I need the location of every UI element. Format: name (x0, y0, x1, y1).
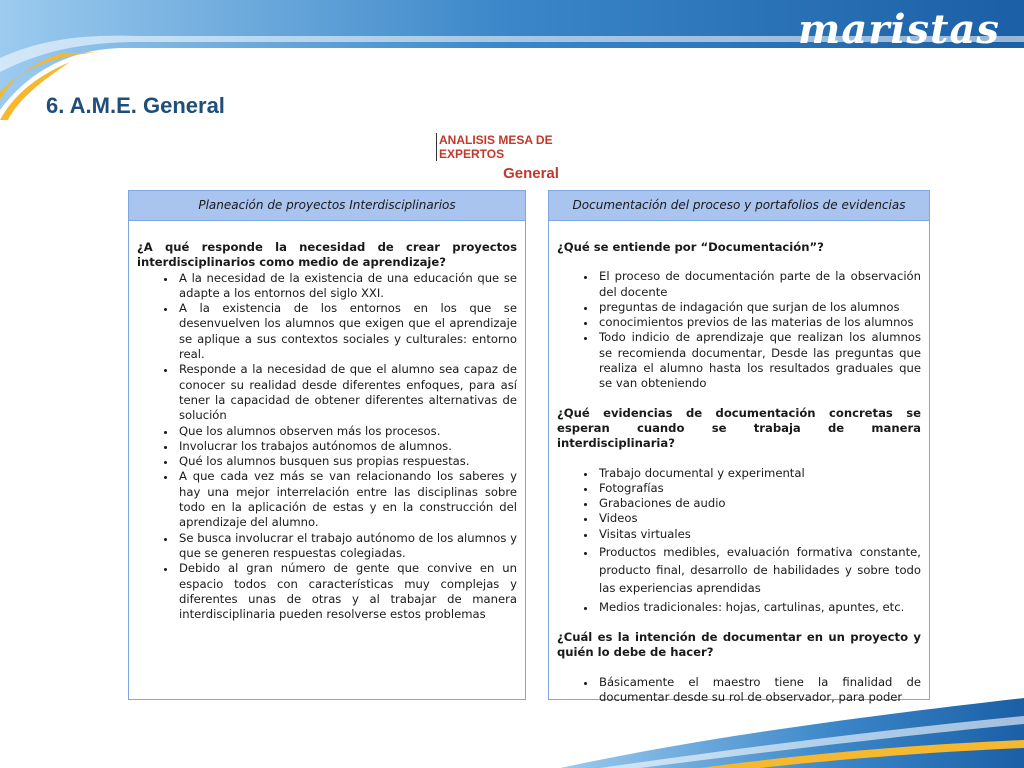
right-panel-question-3: ¿Cuál es la intención de documentar en un proyecto y quién lo debe de hacer? (557, 630, 921, 660)
right-panel-body (549, 221, 929, 705)
list-item: • Qué los alumnos busquen sus propias respuestas. (177, 454, 517, 469)
list-item: • Debido al gran número de gente que convive en un espacio todos con características muy complejas y diferentes unas de otras y al trabajar de manera interdisciplinaria pueden resolverse estos problemas (177, 561, 517, 622)
list-item: • Responde a la necesidad de que el alumno sea capaz de conocer su realidad desde diferentes enfoques, para así tener la capacidad de obtener diferentes alternativas de solución (177, 362, 517, 423)
brand-logo: maristas (798, 6, 1000, 53)
list-item: • A la existencia de los entornos en los que se desenvuelven los alumnos que exigen que el aprendizaje se aplique a sus contextos sociales y culturales: entorno real. (177, 301, 517, 362)
right-panel-list-3 (557, 675, 921, 706)
list-item: • Videos (597, 511, 921, 526)
list-item: • Todo indicio de aprendizaje que realizan los alumnos se recomienda documentar, Desde las preguntas que realiza el alumno hasta los resultados graduales que se van obteniendo (597, 330, 921, 391)
document-heading: ANALISIS MESA DE EXPERTOS (436, 133, 616, 161)
left-panel-question: ¿A qué responde la necesidad de crear proyectos interdisciplinarios como medio de aprendizaje? (137, 240, 517, 270)
list-item: • A que cada vez más se van relacionando los saberes y hay una mejor interrelación entre las disciplinas sobre todo en la aplicación de estas y en la construcción del aprendizaje del alumno. (177, 469, 517, 530)
list-item: • conocimientos previos de las materias de los alumnos (597, 315, 921, 330)
right-panel (548, 190, 930, 704)
right-panel-question-1: ¿Qué se entiende por “Documentación”? (557, 240, 824, 254)
left-panel (128, 190, 526, 700)
right-panel-question-2: ¿Qué evidencias de documentación concretas se esperan cuando se trabaja de manera interdisciplinaria? (557, 405, 921, 451)
document-header (436, 133, 616, 182)
list-item: • A la necesidad de la existencia de una educación que se adapte a los entornos del siglo XXI. (177, 271, 517, 302)
right-panel-list-1 (557, 269, 921, 391)
right-panel-list-2 (557, 466, 921, 616)
list-item: • Básicamente el maestro tiene la finalidad de documentar desde su rol de observador, para poder (597, 675, 921, 706)
left-panel-body (129, 221, 525, 622)
list-item: • Se busca involucrar el trabajo autónomo de los alumnos y que se generen respuestas colegiadas. (177, 531, 517, 562)
list-item: • Productos medibles, evaluación formativa constante, producto final, desarrollo de habilidades y sobre todo las experiencias aprendidas (597, 543, 921, 597)
list-item: • Visitas virtuales (597, 527, 921, 542)
list-item: • Trabajo documental y experimental (597, 466, 921, 481)
list-item: • Fotografías (597, 481, 921, 496)
list-item: • Medios tradicionales: hojas, cartulinas, apuntes, etc. (597, 598, 921, 616)
right-panel-header: Documentación del proceso y portafolios de evidencias (549, 191, 929, 221)
list-item: • El proceso de documentación parte de la observación del docente (597, 269, 921, 300)
list-item: • Grabaciones de audio (597, 496, 921, 511)
list-item: • Que los alumnos observen más los procesos. (177, 424, 517, 439)
left-panel-list (137, 271, 517, 623)
slide-title: 6. A.M.E. General (46, 93, 225, 118)
left-panel-header: Planeación de proyectos Interdisciplinarios (129, 191, 525, 221)
list-item: • Involucrar los trabajos autónomos de alumnos. (177, 439, 517, 454)
list-item: • preguntas de indagación que surjan de los alumnos (597, 300, 921, 315)
document-subheading: General (503, 165, 559, 182)
